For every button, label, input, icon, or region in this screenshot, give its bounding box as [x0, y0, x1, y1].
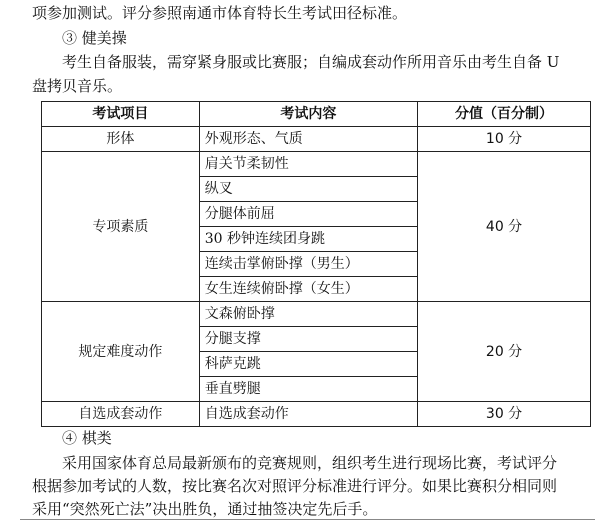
content-cell: 女生连续俯卧撑（女生）: [199, 277, 417, 302]
content-cell: 分腿体前屈: [199, 202, 417, 227]
content-cell: 自选成套动作: [199, 402, 417, 427]
section-3-paragraph-line-2: 盘拷贝音乐。: [32, 77, 123, 95]
scoring-table: [41, 101, 591, 427]
item-cell: 自选成套动作: [42, 402, 200, 427]
header-score: 分值（百分制）: [418, 102, 591, 127]
section-4-paragraph-line-3: 采用“突然死亡法”决出胜负，通过抽签决定先后手。: [32, 500, 378, 518]
score-cell: 30 分: [418, 402, 591, 427]
table-row: [42, 152, 591, 177]
header-exam-content: 考试内容: [199, 102, 417, 127]
table-row: [42, 402, 591, 427]
content-cell: 科萨克跳: [199, 352, 417, 377]
table-header-row: [42, 102, 591, 127]
section-4-heading: ④ 棋类: [62, 429, 112, 447]
content-cell: 垂直劈腿: [199, 377, 417, 402]
content-cell: 连续击掌俯卧撑（男生）: [199, 252, 417, 277]
table-row: [42, 302, 591, 327]
score-cell: 20 分: [418, 302, 591, 402]
content-cell: 纵叉: [199, 177, 417, 202]
content-cell: 外观形态、气质: [199, 127, 417, 152]
section-3-heading: ③ 健美操: [62, 29, 127, 47]
item-cell: 形体: [42, 127, 200, 152]
table-row: [42, 127, 591, 152]
intro-line: 项参加测试。评分参照南通市体育特长生考试田径标准。: [32, 4, 408, 22]
content-cell: 肩关节柔韧性: [199, 152, 417, 177]
section-3-paragraph-line-1: 考生自备服装，需穿紧身服或比赛服；自编成套动作所用音乐由考生自备 U: [62, 53, 560, 71]
content-cell: 文森俯卧撑: [199, 302, 417, 327]
item-cell: 专项素质: [42, 152, 200, 302]
page-bottom-rule: [20, 519, 595, 520]
section-4-paragraph-line-2: 根据参加考试的人数，按比赛名次对照评分标准进行评分。如果比赛积分相同则: [32, 477, 558, 495]
score-cell: 40 分: [418, 152, 591, 302]
score-cell: 10 分: [418, 127, 591, 152]
header-exam-item: 考试项目: [42, 102, 200, 127]
item-cell: 规定难度动作: [42, 302, 200, 402]
content-cell: 分腿支撑: [199, 327, 417, 352]
content-cell: 30 秒钟连续团身跳: [199, 227, 417, 252]
section-4-paragraph-line-1: 采用国家体育总局最新颁布的竞赛规则，组织考生进行现场比赛，考试评分: [62, 454, 558, 472]
